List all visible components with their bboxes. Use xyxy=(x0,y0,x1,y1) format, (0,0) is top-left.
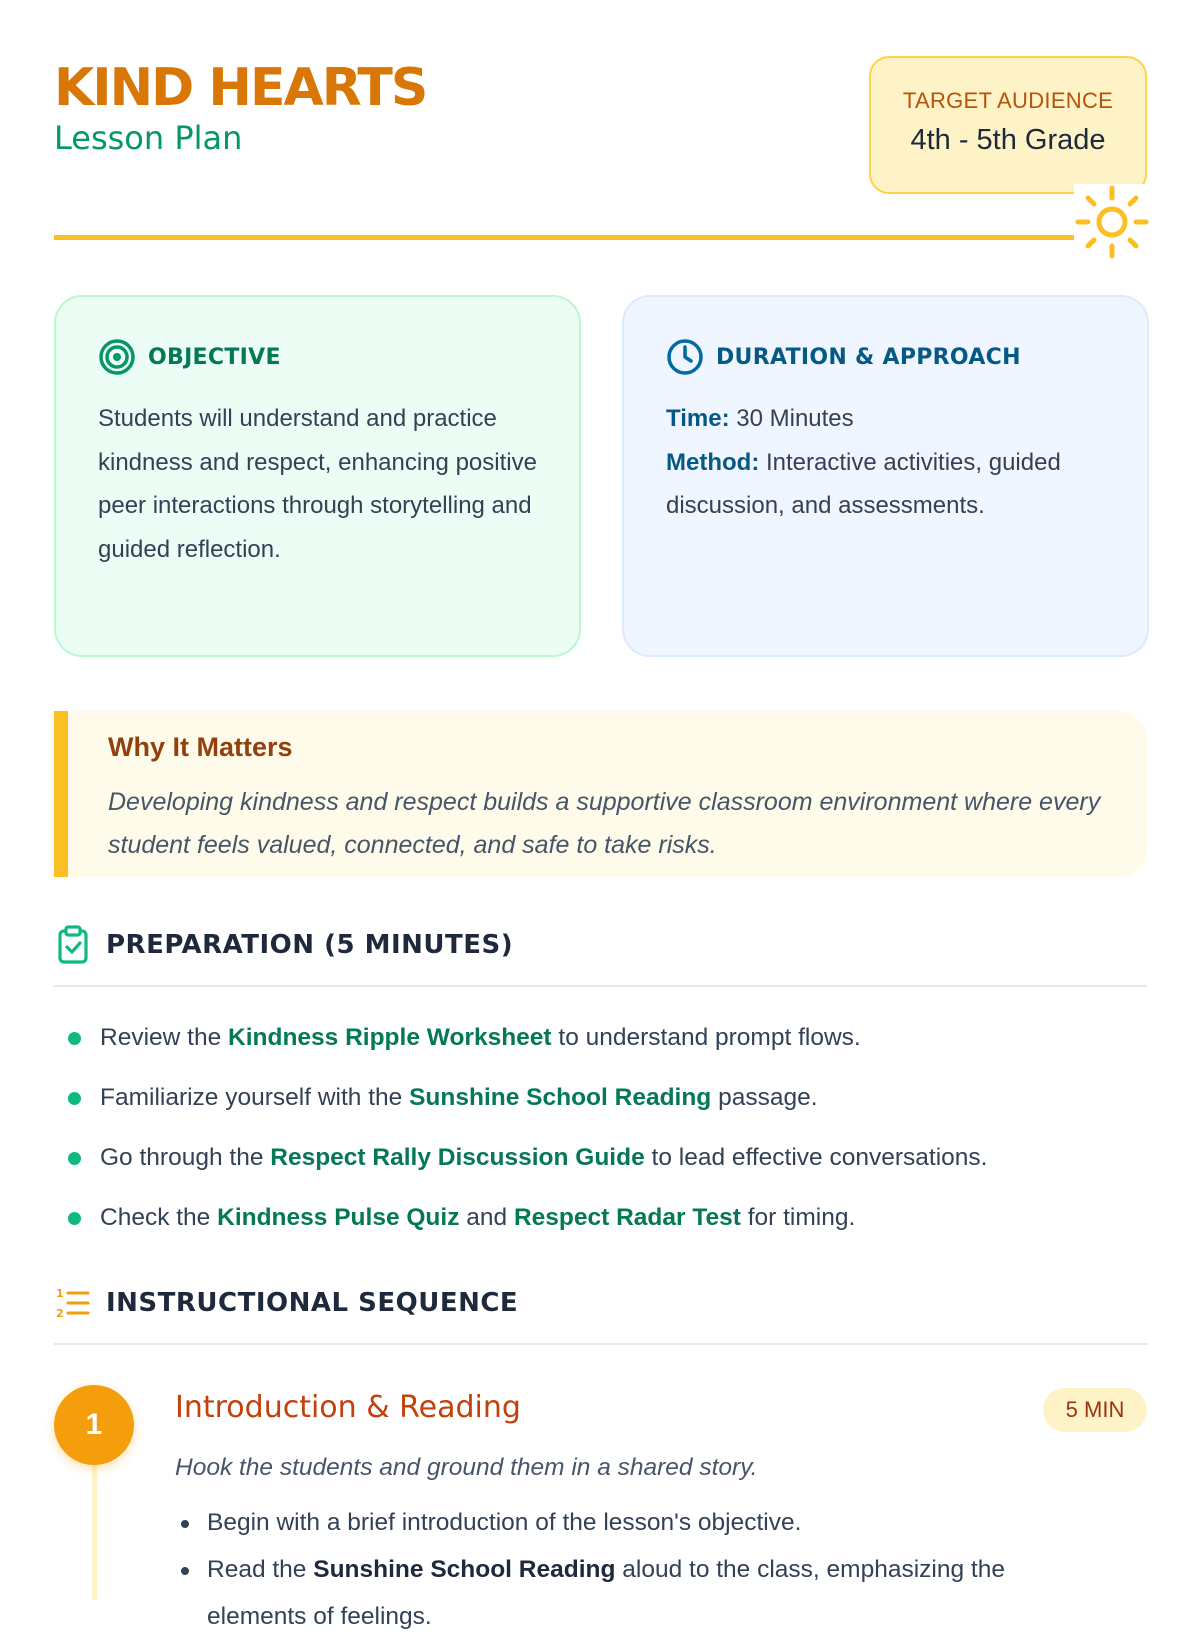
header-divider xyxy=(54,235,1147,240)
header xyxy=(54,56,1147,246)
sun-icon xyxy=(1074,184,1150,260)
method-value: Interactive activities, guided discussion, and assessments. xyxy=(666,448,1061,519)
svg-text:1: 1 xyxy=(56,1287,64,1300)
duration-heading: DURATION & APPROACH xyxy=(716,344,1021,370)
duration-header xyxy=(666,337,1105,377)
resource-highlight: Kindness Ripple Worksheet xyxy=(228,1024,552,1051)
resource-highlight: Kindness Pulse Quiz xyxy=(217,1204,460,1231)
duration-body xyxy=(666,397,1105,528)
target-audience-badge xyxy=(869,56,1147,194)
why-text: Developing kindness and respect builds a supportive classroom environment where every student feels valued, connected, and safe to take risks. xyxy=(108,788,1101,859)
list-item xyxy=(175,1546,1075,1640)
page-subtitle: Lesson Plan xyxy=(54,119,243,157)
clipboard-check-icon xyxy=(54,925,92,965)
sequence-heading: INSTRUCTIONAL SEQUENCE xyxy=(106,1288,519,1318)
resource-highlight: Respect Rally Discussion Guide xyxy=(270,1144,645,1171)
audience-label: TARGET AUDIENCE xyxy=(902,88,1114,113)
step-description: Hook the students and ground them in a shared story. xyxy=(175,1454,758,1481)
time-value: 30 Minutes xyxy=(736,405,854,432)
preparation-heading: PREPARATION (5 MINUTES) xyxy=(106,930,514,960)
objective-card xyxy=(54,295,581,657)
item-text: Check the xyxy=(100,1204,218,1231)
why-it-matters-callout xyxy=(54,711,1147,877)
objective-text: Students will understand and practice kindness and respect, enhancing positive peer interactions through storytelling and guided reflection. xyxy=(98,405,537,563)
bullet-dot xyxy=(68,1092,81,1105)
item-text: to understand prompt flows. xyxy=(551,1024,861,1051)
objective-header xyxy=(98,337,537,377)
bullet-dot xyxy=(68,1032,81,1045)
why-title: Why It Matters xyxy=(108,732,293,762)
preparation-section-header xyxy=(54,923,1147,987)
audience-value: 4th - 5th Grade xyxy=(910,124,1106,156)
item-text: to lead effective conversations. xyxy=(644,1144,988,1171)
page-title: KIND HEARTS xyxy=(54,58,427,118)
step-number-badge: 1 xyxy=(54,1385,134,1465)
item-text: and xyxy=(459,1204,514,1231)
numbered-list-icon xyxy=(54,1283,92,1323)
resource-bold: Sunshine School Reading xyxy=(313,1556,616,1583)
clock-icon xyxy=(666,338,704,376)
item-text: aloud to the class, emphasizing the elements of feelings. xyxy=(207,1556,1005,1630)
method-line xyxy=(666,441,1105,528)
time-label: Time: xyxy=(666,405,730,432)
time-line xyxy=(666,397,1105,441)
item-text: for timing. xyxy=(740,1204,856,1231)
sequence-section-header xyxy=(54,1281,1147,1345)
list-item xyxy=(54,1128,1147,1188)
duration-badge: 5 MIN xyxy=(1043,1388,1147,1432)
item-text: passage. xyxy=(711,1084,818,1111)
step-bullet-list xyxy=(175,1499,1075,1640)
svg-text:2: 2 xyxy=(56,1307,64,1320)
bullet-dot xyxy=(68,1212,81,1225)
item-text: Go through the xyxy=(100,1144,271,1171)
item-text: Read the xyxy=(207,1556,314,1583)
target-icon xyxy=(98,338,136,376)
duration-card xyxy=(622,295,1149,657)
list-item xyxy=(54,1068,1147,1128)
preparation-list xyxy=(54,1008,1147,1248)
resource-highlight: Respect Radar Test xyxy=(513,1204,741,1231)
method-label: Method: xyxy=(666,448,760,476)
list-item xyxy=(54,1188,1147,1248)
item-text: Begin with a brief introduction of the lesson's objective. xyxy=(207,1509,802,1536)
objective-heading: OBJECTIVE xyxy=(148,344,281,370)
step-title: Introduction & Reading xyxy=(175,1390,521,1425)
bullet-dot xyxy=(68,1152,81,1165)
item-text: Familiarize yourself with the xyxy=(100,1084,410,1111)
resource-highlight: Sunshine School Reading xyxy=(409,1084,712,1111)
list-item xyxy=(175,1499,1075,1546)
item-text: Review the xyxy=(100,1024,229,1051)
list-item xyxy=(54,1008,1147,1068)
